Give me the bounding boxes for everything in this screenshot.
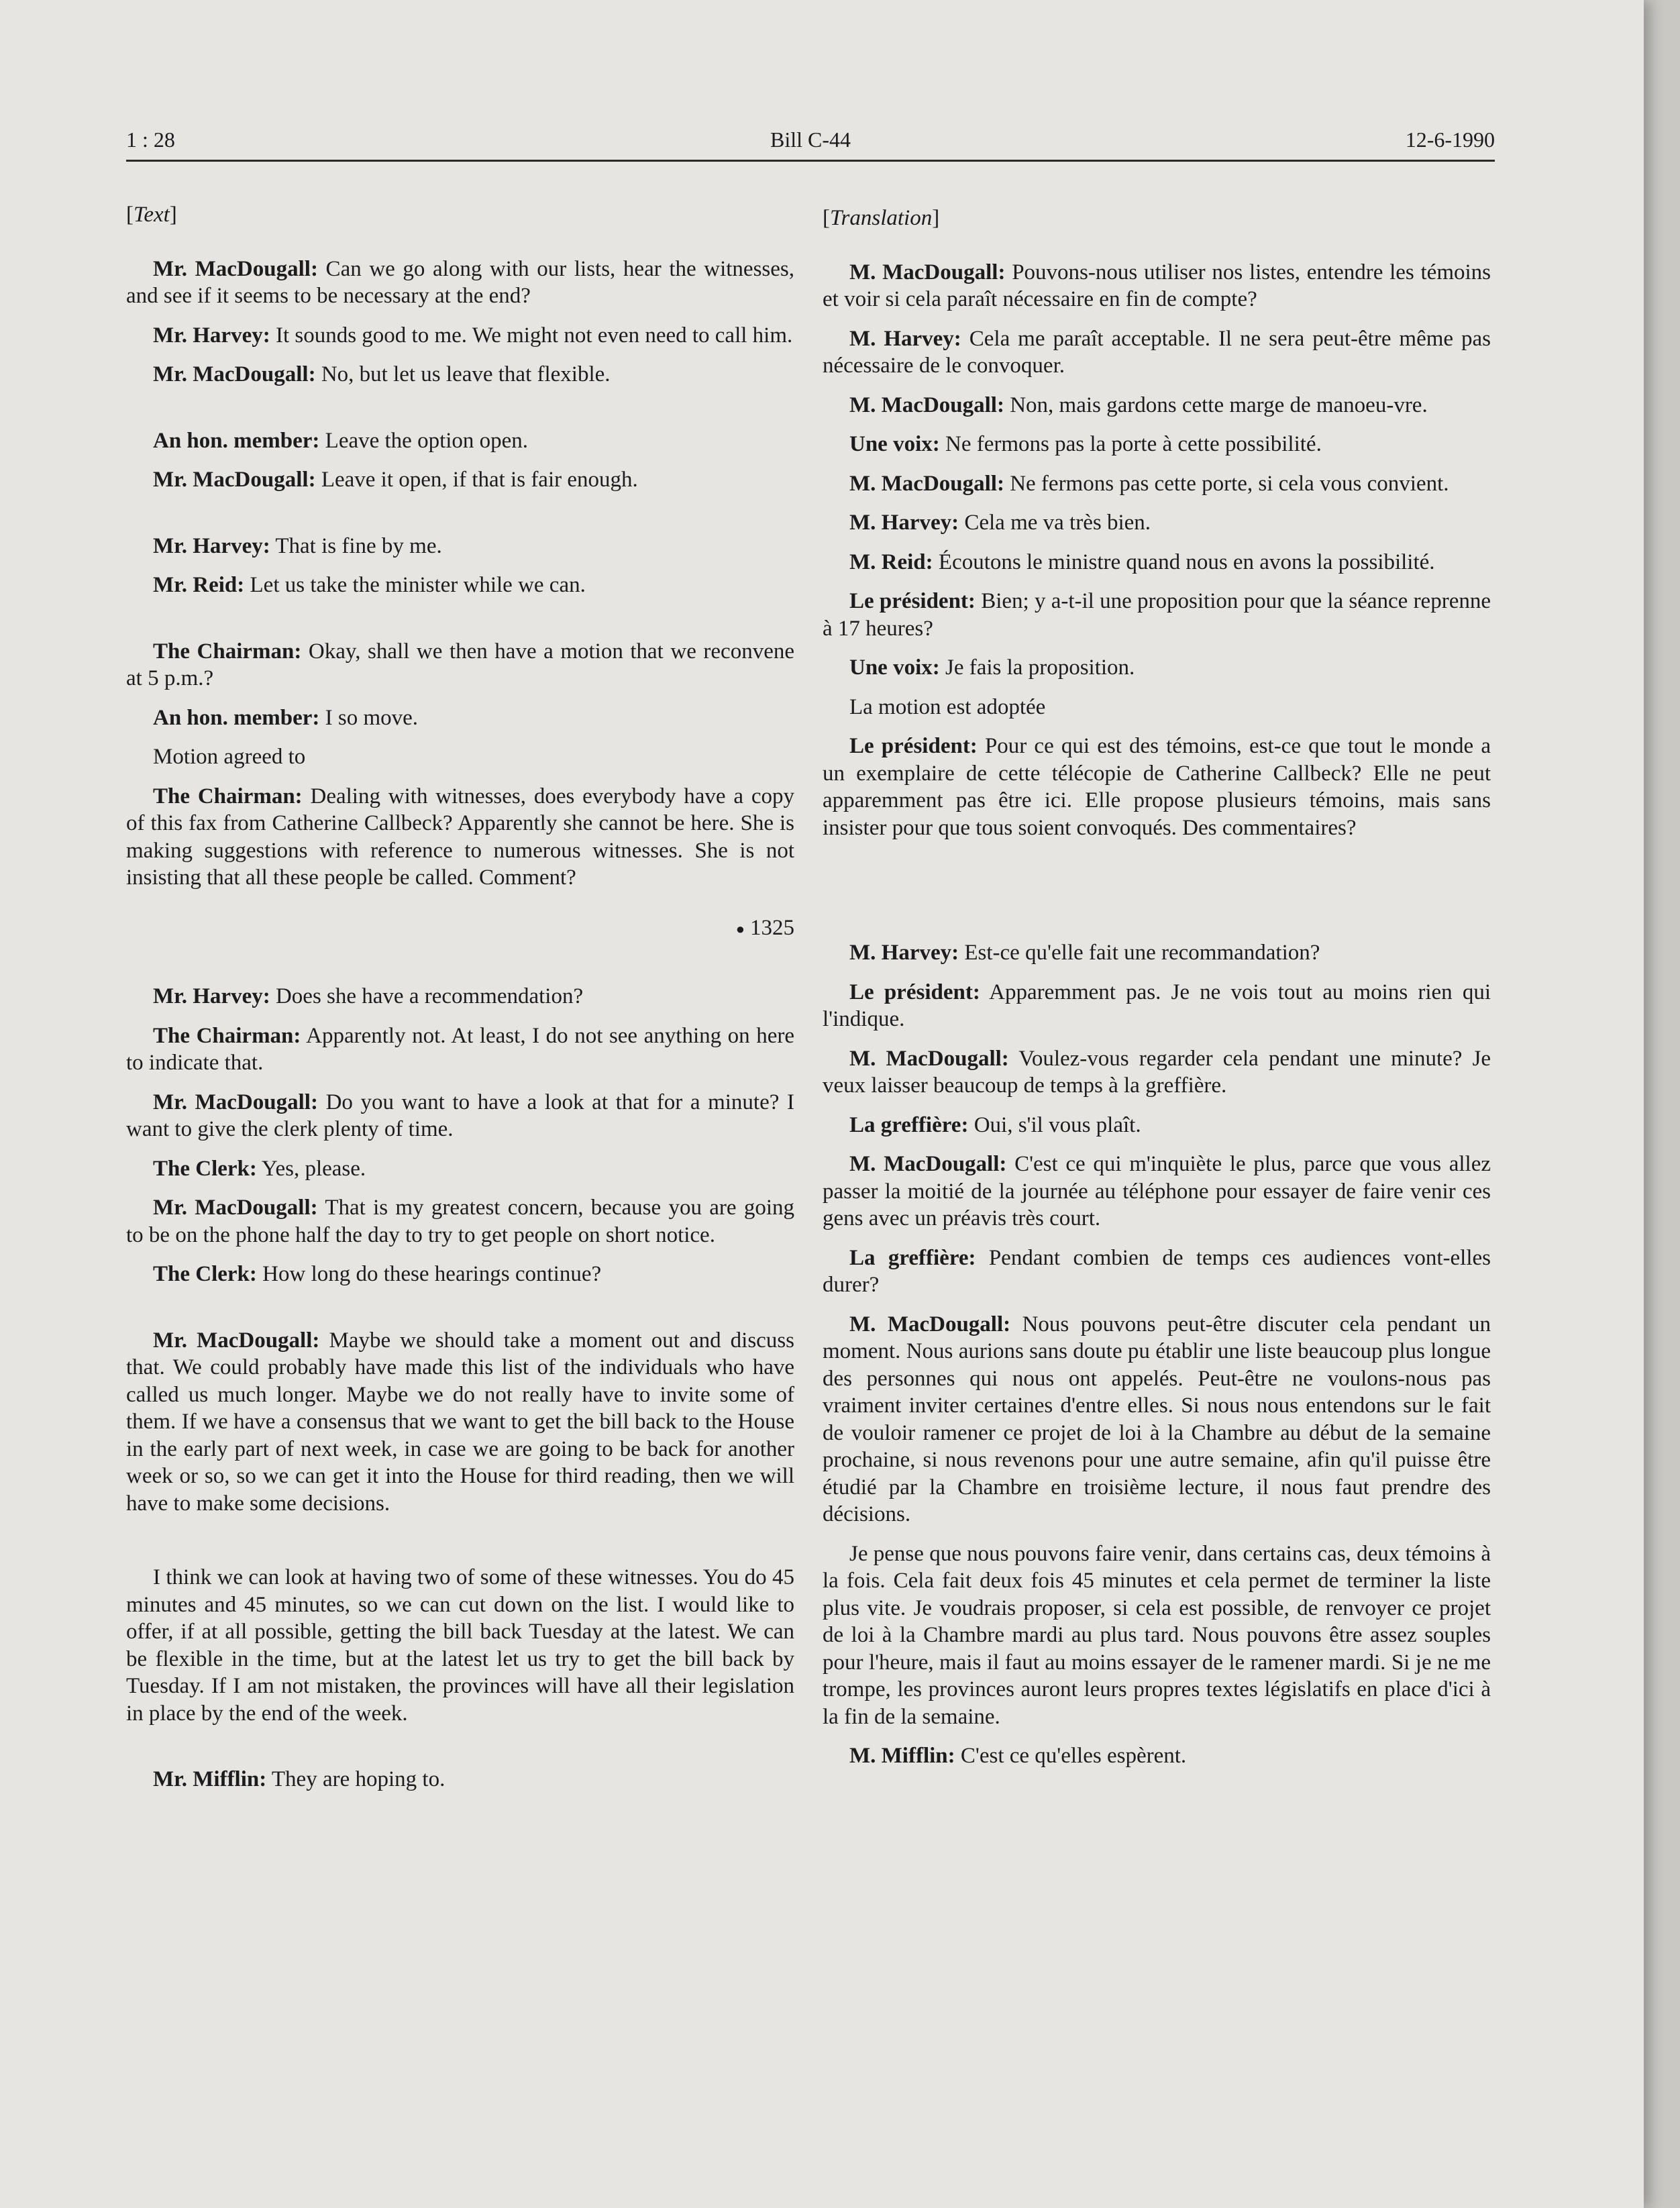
speech-text: La motion est adoptée bbox=[849, 694, 1046, 719]
speaker-name: Mr. Harvey: bbox=[153, 533, 270, 558]
speech-text: It sounds good to me. We might not even need to call him. bbox=[270, 323, 793, 348]
speaker-name: M. MacDougall: bbox=[849, 1152, 1007, 1176]
speech-text: Let us take the minister while we can. bbox=[244, 573, 586, 597]
language-label: [Translation] bbox=[823, 206, 940, 230]
speaker-name: M. Harvey: bbox=[849, 941, 959, 965]
speech-paragraph bbox=[126, 1089, 794, 1143]
speaker-name: Une voix: bbox=[849, 432, 940, 456]
speaker-name: Mr. MacDougall: bbox=[153, 1328, 320, 1353]
speaker-name: Le président: bbox=[849, 734, 978, 758]
speech-text: They are hoping to. bbox=[266, 1767, 445, 1792]
speech-paragraph bbox=[823, 509, 1491, 537]
speech-paragraph bbox=[823, 1151, 1491, 1232]
speech-text: C'est ce qui m'inquiète le plus, parce que vous allez passer la moitié de la journée au téléphone pour essayer de faire venir ces gens avec un préavis très court. bbox=[823, 1152, 1491, 1230]
speech-paragraph bbox=[126, 427, 794, 455]
speaker-name: M. Mifflin: bbox=[849, 1744, 955, 1768]
speaker-name: Le président: bbox=[849, 589, 976, 613]
speech-paragraph bbox=[823, 654, 1491, 682]
speaker-name: The Chairman: bbox=[153, 784, 303, 808]
speech-paragraph bbox=[823, 549, 1491, 576]
speaker-name: The Clerk: bbox=[153, 1156, 257, 1181]
french-transcript bbox=[823, 259, 1491, 1770]
speech-paragraph bbox=[823, 392, 1491, 419]
speaker-name: The Chairman: bbox=[153, 639, 302, 664]
speaker-name: An hon. member: bbox=[153, 705, 320, 730]
speaker-name: Mr. Reid: bbox=[153, 573, 245, 597]
french-label: Translation bbox=[830, 206, 933, 230]
speaker-name: The Chairman: bbox=[153, 1023, 301, 1048]
speaker-name: La greffière: bbox=[849, 1245, 976, 1270]
speech-text: Maybe we should take a moment out and discuss that. We could probably have made this list of the individuals who have called us much longer. Maybe we do not really have to invite some of them. If we have a consensus that we want to get the bill back to the House in the early part of next week, in case we are going to be back for another week or so, so we can get it into the House for third reading, then we will have to make some decisions. bbox=[126, 1328, 794, 1516]
speech-paragraph bbox=[823, 259, 1491, 313]
speech-text: How long do these hearings continue? bbox=[256, 1262, 602, 1287]
speech-paragraph bbox=[126, 638, 794, 692]
speaker-name: Mr. Mifflin: bbox=[153, 1767, 267, 1792]
speech-paragraph bbox=[126, 783, 794, 892]
speech-paragraph bbox=[126, 1261, 794, 1288]
speech-paragraph bbox=[823, 979, 1491, 1033]
speech-paragraph bbox=[126, 743, 794, 771]
speech-text: Bien; y a-t-il une proposition pour que la séance reprenne à 17 heures? bbox=[823, 589, 1491, 641]
speech-text: Pendant combien de temps ces audiences vont-elles durer? bbox=[823, 1245, 1491, 1297]
speech-text: Cela me paraît acceptable. Il ne sera peut-être même pas nécessaire de le convoquer. bbox=[823, 326, 1491, 378]
speech-text: Motion agreed to bbox=[153, 745, 306, 769]
speech-text: No, but let us leave that flexible. bbox=[315, 362, 611, 386]
speech-paragraph bbox=[126, 1766, 794, 1793]
speech-text: Can we go along with our lists, hear the witnesses, and see if it seems to be necessary at the end? bbox=[126, 256, 794, 308]
speech-text: Oui, s'il vous plaît. bbox=[968, 1112, 1141, 1137]
speech-text: I so move. bbox=[319, 705, 419, 730]
speech-text: Pour ce qui est des témoins, est-ce que tout le monde a un exemplaire de cette télécopie de Catherine Callbeck? Elle ne peut apparemment pas être ici. Elle propose plusieurs témoins, mais sans insister pour que tous soient convoqués. Des commentaires? bbox=[823, 734, 1491, 840]
french-column bbox=[823, 205, 1491, 1782]
speech-paragraph bbox=[126, 1155, 794, 1183]
speech-text: Ne fermons pas la porte à cette possibilité. bbox=[939, 432, 1322, 456]
speech-paragraph bbox=[823, 588, 1491, 642]
speech-paragraph bbox=[823, 325, 1491, 380]
speech-paragraph bbox=[823, 1045, 1491, 1100]
timestamp-marker bbox=[126, 914, 794, 943]
bullet-icon: ● bbox=[735, 920, 745, 937]
speaker-name: M. Reid: bbox=[849, 549, 933, 574]
page-number: 1 : 28 bbox=[126, 127, 175, 152]
speaker-name: M. Harvey: bbox=[849, 511, 959, 535]
spacer bbox=[823, 853, 1491, 939]
speaker-name: M. MacDougall: bbox=[849, 1046, 1009, 1071]
speech-text: Non, mais gardons cette marge de manoeu-vre. bbox=[1004, 392, 1428, 417]
speech-paragraph bbox=[823, 1742, 1491, 1770]
speech-text: Leave the option open. bbox=[319, 428, 529, 453]
speech-paragraph bbox=[823, 1311, 1491, 1528]
header-date: 12-6-1990 bbox=[1405, 127, 1495, 152]
speech-text: Est-ce qu'elle fait une recommandation? bbox=[959, 941, 1320, 965]
speech-paragraph bbox=[126, 533, 794, 560]
speech-paragraph bbox=[126, 1327, 794, 1518]
speech-paragraph bbox=[126, 983, 794, 1010]
bill-title: Bill C-44 bbox=[770, 127, 851, 152]
speaker-name: La greffière: bbox=[849, 1112, 969, 1137]
speech-text: Apparemment pas. Je ne vois tout au moins rien qui l'indique. bbox=[823, 980, 1491, 1031]
speaker-name: Mr. MacDougall: bbox=[153, 362, 316, 386]
speech-text: Apparently not. At least, I do not see anything on here to indicate that. bbox=[126, 1023, 795, 1075]
speech-paragraph bbox=[126, 256, 794, 310]
english-transcript bbox=[126, 256, 794, 1793]
english-column bbox=[126, 201, 794, 1805]
speech-paragraph bbox=[126, 1194, 794, 1249]
speech-text: Ne fermons pas cette porte, si cela vous convient. bbox=[1004, 471, 1449, 496]
speech-paragraph bbox=[823, 431, 1491, 458]
speaker-name: Mr. MacDougall: bbox=[153, 468, 316, 492]
speech-paragraph bbox=[126, 322, 794, 350]
speech-text: I think we can look at having two of some of these witnesses. You do 45 minutes and 45 minutes, so we can cut down on the list. I would like to offer, if at all possible, getting the bill back Tuesday at the latest. We can be flexible in the time, but at the latest let us try to get the bill back by Tuesday. If I am not mistaken, the provinces will have all their legislation in place by the end of the week. bbox=[126, 1565, 794, 1726]
speech-text: That is my greatest concern, because you are going to be on the phone half the day to try to get people on short notice. bbox=[126, 1196, 794, 1247]
speech-text: C'est ce qu'elles espèrent. bbox=[955, 1744, 1187, 1768]
speech-paragraph bbox=[823, 1112, 1491, 1139]
speech-text: Leave it open, if that is fair enough. bbox=[315, 468, 638, 492]
speech-paragraph bbox=[126, 1564, 794, 1727]
speech-paragraph bbox=[823, 1540, 1491, 1731]
speech-paragraph bbox=[823, 939, 1491, 967]
speaker-name: M. Harvey: bbox=[849, 326, 961, 351]
speech-text: Pouvons-nous utiliser nos listes, entendre les témoins et voir si cela paraît nécessaire en fin de compte? bbox=[823, 260, 1491, 311]
speaker-name: M. MacDougall: bbox=[849, 471, 1004, 496]
speech-paragraph bbox=[823, 1245, 1491, 1299]
speech-text: Do you want to have a look at that for a minute? I want to give the clerk plenty of time. bbox=[126, 1090, 794, 1142]
speech-text: Does she have a recommendation? bbox=[270, 984, 584, 1009]
speech-paragraph bbox=[126, 572, 794, 599]
speech-paragraph bbox=[823, 694, 1491, 721]
speaker-name: M. MacDougall: bbox=[849, 260, 1006, 284]
speech-text: Voulez-vous regarder cela pendant une minute? Je veux laisser beaucoup de temps à la greffière. bbox=[823, 1046, 1491, 1098]
header-rule bbox=[126, 160, 1495, 162]
speech-text: That is fine by me. bbox=[270, 533, 442, 558]
speech-text: Dealing with witnesses, does everybody have a copy of this fax from Catherine Callbeck? Apparently she cannot be here. She is making suggestions with reference to numerous witnesses. She is not insisting that all these people be called. Comment? bbox=[126, 784, 794, 890]
speaker-name: Mr. Harvey: bbox=[153, 984, 270, 1009]
speaker-name: M. MacDougall: bbox=[849, 1312, 1011, 1336]
speaker-name: Mr. Harvey: bbox=[153, 323, 270, 348]
english-label: Text bbox=[134, 203, 170, 227]
language-label: [Text] bbox=[126, 203, 177, 227]
speech-paragraph bbox=[126, 466, 794, 494]
speech-text: Écoutons le ministre quand nous en avons la possibilité. bbox=[933, 549, 1435, 574]
speaker-name: The Clerk: bbox=[153, 1262, 257, 1287]
speaker-name: Mr. MacDougall: bbox=[153, 1196, 318, 1220]
speaker-name: Le président: bbox=[849, 980, 980, 1004]
speech-text: Je pense que nous pouvons faire venir, dans certains cas, deux témoins à la fois. Cela fait deux fois 45 minutes et cela permet de terminer la liste plus vite. Je voudrais proposer, si cela est possible, de renvoyer ce projet de loi à la Chambre mardi au plus tard. Nous pouvons être assez souples pour l'heure, mais il faut au moins essayer de le ramener mardi. Si je ne me trompe, les provinces auront leurs propres textes législatifs en place d'ici à la fin de la semaine. bbox=[823, 1541, 1491, 1729]
running-header bbox=[126, 127, 1495, 160]
speaker-name: Mr. MacDougall: bbox=[153, 1090, 318, 1114]
speech-text: Cela me va très bien. bbox=[959, 511, 1151, 535]
speaker-name: Une voix: bbox=[849, 655, 940, 680]
speech-text: Okay, shall we then have a motion that we reconvene at 5 p.m.? bbox=[126, 639, 794, 690]
speaker-name: Mr. MacDougall: bbox=[153, 256, 318, 281]
speech-text: Yes, please. bbox=[256, 1156, 366, 1181]
speech-text: Nous pouvons peut-être discuter cela pendant un moment. Nous aurions sans doute pu établir une liste beaucoup plus longue des personnes qui nous ont appelés. Peut-être ne voulons-nous pas vraiment inviter certaines d'entre elles. Si nous nous entendons sur le fait de vouloir ramener ce projet de loi à la Chambre au début de la semaine prochaine, si nous revenons pour une autre semaine, afin qu'il puisse être étudié par la Chambre en troisième lecture, il nous faut prendre des décisions. bbox=[823, 1312, 1491, 1526]
speech-paragraph bbox=[823, 470, 1491, 498]
timestamp: 1325 bbox=[750, 915, 794, 940]
speaker-name: M. MacDougall: bbox=[849, 392, 1004, 417]
speech-paragraph bbox=[126, 361, 794, 388]
speaker-name: An hon. member: bbox=[153, 428, 320, 453]
speech-paragraph bbox=[126, 1022, 794, 1077]
speech-paragraph bbox=[823, 733, 1491, 841]
speech-text: Je fais la proposition. bbox=[939, 655, 1135, 680]
speech-paragraph bbox=[126, 704, 794, 732]
